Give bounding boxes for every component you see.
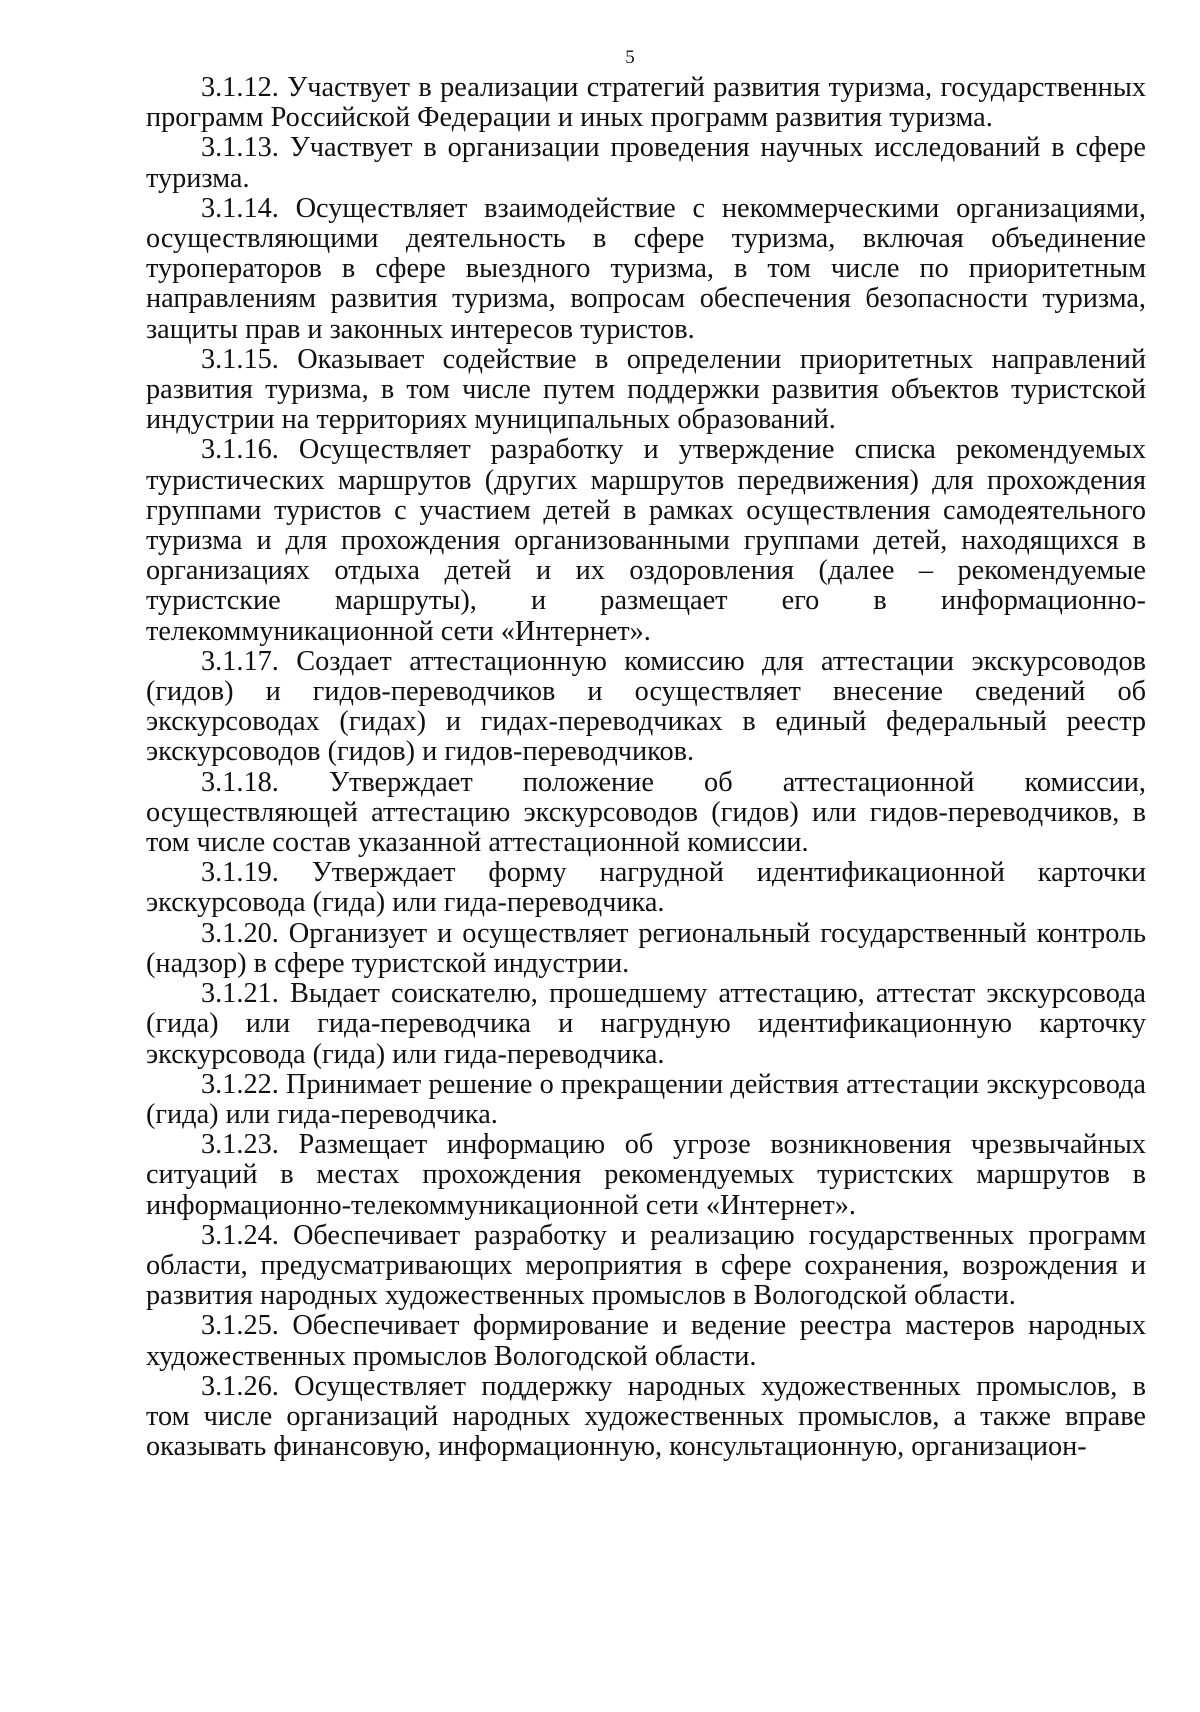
paragraph-3-1-26: 3.1.26. Осуществляет поддержку народных художественных промыслов, в том числе организаций народных художественных промыслов, а также вправе оказывать финансовую, информационную, консультационную, организацион- [146, 1370, 1146, 1463]
paragraph-3-1-23: 3.1.23. Размещает информацию об угрозе возникновения чрезвычайных ситуаций в местах прохождения рекомендуемых туристских маршрутов в информационно-телекоммуникационной сети «Интернет». [146, 1129, 1146, 1221]
paragraph-3-1-20: 3.1.20. Организует и осуществляет региональный государственный контроль (надзор) в сфере туристской индустрии. [146, 917, 1146, 979]
paragraph-3-1-19: 3.1.19. Утверждает форму нагрудной идентификационной карточки экскурсовода (гида) или гида-переводчика. [146, 857, 1146, 919]
paragraph-3-1-21: 3.1.21. Выдает соискателю, прошедшему аттестацию, аттестат экскурсовода (гида) или гида-переводчика и нагрудную идентификационную карточку экскурсовода (гида) или гида-переводчика. [146, 978, 1146, 1070]
paragraph-3-1-22: 3.1.22. Принимает решение о прекращении действия аттестации экскурсовода (гида) или гида-переводчика. [146, 1068, 1146, 1130]
paragraph-3-1-13: 3.1.13. Участвует в организации проведения научных исследований в сфере туризма. [146, 132, 1146, 194]
paragraph-3-1-14: 3.1.14. Осуществляет взаимодействие с некоммерческими организациями, осуществляющими деятельность в сфере туризма, включая объединение туроператоров в сфере выездного туризма, в том числе по приоритетным направлениям развития туризма, вопросам обеспечения безопасности туризма, защиты прав и законных интересов туристов. [146, 192, 1146, 345]
page-number: 5 [625, 47, 635, 68]
paragraph-3-1-25: 3.1.25. Обеспечивает формирование и ведение реестра мастеров народных художественных промыслов Вологодской области. [146, 1310, 1146, 1372]
paragraph-3-1-18: 3.1.18. Утверждает положение об аттестационной комиссии, осуществляющей аттестацию экскурсоводов (гидов) или гидов-переводчиков, в том числе состав указанной аттестационной комиссии. [146, 766, 1146, 859]
paragraph-3-1-24: 3.1.24. Обеспечивает разработку и реализацию государственных программ области, предусматривающих мероприятия в сфере сохранения, возрождения и развития народных художественных промыслов в Вологодской области. [146, 1219, 1146, 1312]
document-body [146, 73, 1146, 1462]
paragraph-3-1-16: 3.1.16. Осуществляет разработку и утверждение списка рекомендуемых туристических маршрутов (других маршрутов передвижения) для прохождения группами туристов с участием детей в рамках осуществления самодеятельного туризма и для прохождения организованными группами детей, находящихся в организациях отдыха детей и их оздоровления (далее – рекомендуемые туристские маршруты), и размещает его в информационно-телекоммуникационной сети «Интернет». [146, 434, 1146, 647]
paragraph-3-1-12: 3.1.12. Участвует в реализации стратегий развития туризма, государственных программ Российской Федерации и иных программ развития туризма. [146, 72, 1146, 134]
paragraph-3-1-17: 3.1.17. Создает аттестационную комиссию для аттестации экскурсоводов (гидов) и гидов-переводчиков и осуществляет внесение сведений об экскурсоводах (гидах) и гидах-переводчиках в единый федеральный реестр экскурсоводов (гидов) и гидов-переводчиков. [146, 645, 1146, 768]
paragraph-3-1-15: 3.1.15. Оказывает содействие в определении приоритетных направлений развития туризма, в том числе путем поддержки развития объектов туристской индустрии на территориях муниципальных образований. [146, 343, 1146, 436]
